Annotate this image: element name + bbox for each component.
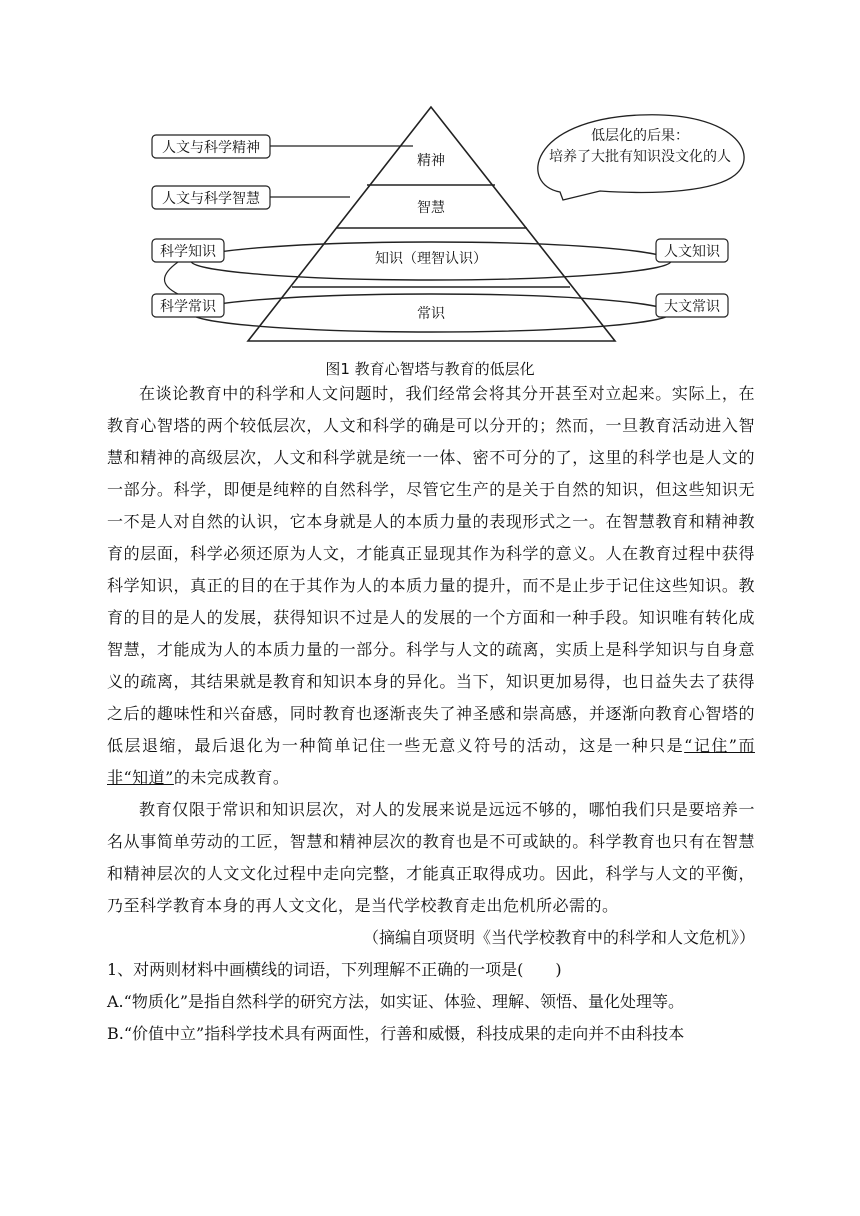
level-spirit: 精神	[417, 153, 445, 169]
paragraph-1: 在谈论教育中的科学和人文问题时，我们经常会将其分开甚至对立起来。实际上，在教育心智塔的两个较低层次，人文和科学的确是可以分开的；然而，一旦教育活动进入智慧和精神的高级层次，人文和科学就是统一一体、密不可分的了，这里的科学也是人文的一部分。科学，即便是纯粹的自然科学，尽管它生产的是关于自然的知识，但这些知识无一不是人对自然的认识，它本身就是人的本质力量的表现形式之一。在智慧教育和精神教育的层面，科学必须还原为人文，才能真正显现其作为科学的意义。人在教育过程中获得科学知识，真正的目的在于其作为人的本质力量的提升，而不是止步于记住这些知识。教育的目的是人的发展，获得知识不过是人的发展的一个方面和一种手段。知识唯有转化成智慧，才能成为人的本质力量的一部分。科学与人文的疏离，实质上是科学知识与自身意义的疏离，其结果就是教育和知识本身的异化。当下，知识更加易得，也日益失去了获得之后的趣味性和兴奋感，同时教育也逐渐丧失了神圣感和崇高感，并逐渐向教育心智塔的低层退缩，最后退化为一种简单记住一些无意义符号的活动，这是一种只是“记住”而非“知道”的未完成教育。	[107, 384, 755, 787]
option-b: B.“价值中立”指科学技术具有两面性，行善和威慑，科技成果的走向并不由科技本	[107, 1024, 685, 1043]
level-wisdom: 智慧	[417, 200, 445, 216]
label-humanities-knowledge: 人文知识	[664, 244, 720, 260]
figure-caption: 图1 教育心智塔与教育的低层化	[325, 360, 535, 378]
bubble-line-2: 培养了大批有知识没文化的人	[549, 149, 731, 165]
level-common-sense: 常识	[417, 306, 445, 322]
label-science-knowledge: 科学知识	[160, 244, 216, 260]
underlined-phrase: “记住”而非“知道”	[107, 736, 755, 787]
label-science-common: 科学常识	[160, 299, 216, 315]
option-a: A.“物质化”是指自然科学的研究方法，如实证、体验、理解、领悟、量化处理等。	[107, 992, 685, 1011]
source-citation: （摘编自项贤明《当代学校教育中的科学和人文危机》）	[362, 928, 755, 947]
label-humanities-common: 大文常识	[664, 299, 720, 315]
label-wisdom: 人文与科学智慧	[162, 191, 260, 207]
mind-tower-figure	[0, 95, 860, 355]
paragraph-2: 教育仅限于常识和知识层次，对人的发展来说是远远不够的，哪怕我们只是要培养一名从事简单劳动的工匠，智慧和精神层次的教育也是不可或缺的。科学教育也只有在智慧和精神层次的人文文化过程中走向完整，才能真正取得成功。因此，科学与人文的平衡，乃至科学教育本身的再人文文化，是当代学校教育走出危机所必需的。	[107, 800, 755, 915]
mind-tower-diagram	[0, 95, 860, 355]
label-spirit: 人文与科学精神	[162, 140, 260, 156]
article-body	[107, 378, 755, 1050]
question-stem: 1、对两则材料中画横线的词语，下列理解不正确的一项是( )	[107, 960, 562, 979]
bubble-line-1: 低层化的后果：	[591, 128, 689, 144]
level-knowledge: 知识（理智认识）	[375, 251, 487, 267]
